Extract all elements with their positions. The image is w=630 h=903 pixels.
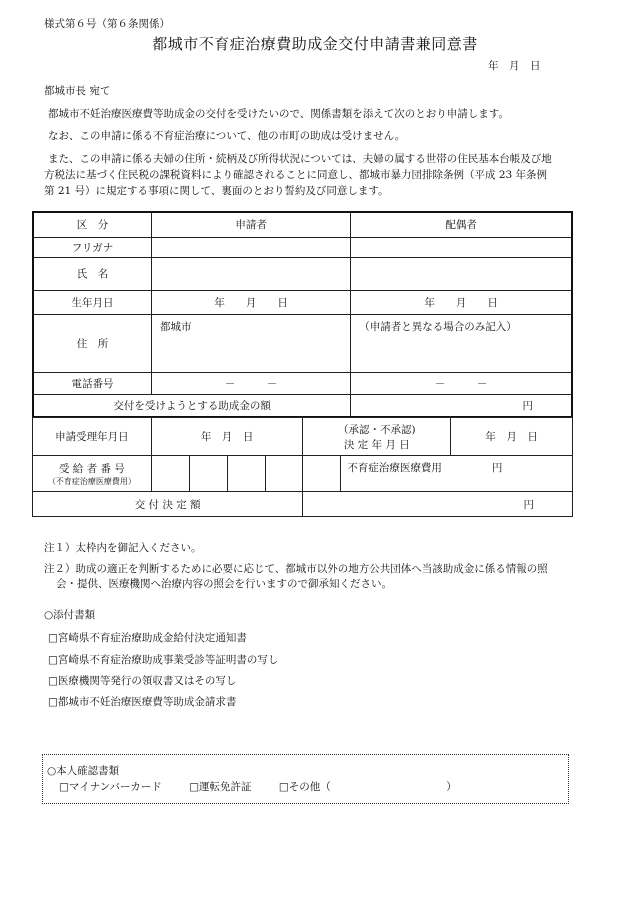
paragraph-3-line-2: 方税法に基づく住民税の課税資料により確認されることに同意し、都城市暴力団排除条例（平成 23 年条例: [44, 169, 548, 181]
note-2-line-2: 会・提供、医療機関へ治療内容の照会を行いますので御承知ください。: [56, 578, 392, 590]
paragraph-1: 都城市不妊治療医療費等助成金の交付を受けたいので、関係書類を添えて次のとおり申請します。: [48, 108, 509, 120]
note-2-line-1: 注２）助成の適正を判断するために必要に応じて、都城市以外の地方公共団体へ当該助成金に係る情報の照: [44, 563, 548, 575]
document-title: 都城市不育症治療費助成金交付申請書兼同意書: [152, 35, 478, 53]
fee-yen: 円: [491, 462, 503, 474]
label-receipt-date: 申請受理年月日: [33, 418, 152, 456]
label-furigana: フリガナ: [33, 237, 152, 257]
applicant-name-field[interactable]: [152, 257, 351, 290]
fee-label: 不育症治療医療費用: [347, 462, 442, 474]
requested-amount-field[interactable]: 円: [351, 394, 572, 417]
label-address: 住 所: [33, 314, 152, 372]
attachment-item[interactable]: □医療機関等発行の領収書又はその写し: [48, 675, 237, 687]
date-line: 年 月 日: [488, 60, 541, 72]
attachment-item[interactable]: □都城市不妊治療医療費等助成金請求書: [48, 696, 237, 708]
paragraph-3-line-3: 第 21 号）に規定する事項に関して、裏面のとおり誓約及び同意します。: [44, 185, 389, 197]
recipient-digit-4: [265, 456, 303, 492]
checkbox-my-number-card[interactable]: □マイナンバーカード: [59, 781, 162, 793]
recipient-digit-2: [189, 456, 227, 492]
paragraph-3-line-1: また、この申請に係る夫婦の住所・続柄及び所得状況については、夫婦の属する世帯の住民基本台帳及び地: [48, 153, 552, 165]
applicant-furigana-field[interactable]: [152, 237, 351, 257]
label-approval-decision-date: [303, 418, 451, 456]
addressee: 都城市長 宛て: [44, 85, 111, 97]
applicant-address-field[interactable]: 都城市: [152, 314, 351, 372]
application-table: [32, 211, 573, 418]
label-birth-date: 生年月日: [33, 290, 152, 314]
note-1: 注１）太枠内を御記入ください。: [44, 542, 202, 554]
label-recipient-number: [33, 456, 152, 492]
attachments-title: ○添付書類: [44, 609, 96, 621]
approval-label-line-2: 決 定 年 月 日: [343, 438, 410, 451]
checkbox-drivers-license[interactable]: □運転免許証: [189, 781, 252, 793]
attachment-item[interactable]: □宮崎県不育症治療助成事業受診等証明書の写し: [48, 654, 279, 666]
checkbox-other[interactable]: □その他（ ）: [278, 781, 457, 793]
receipt-date-field: 年 月 日: [151, 418, 303, 456]
identity-documents-box: [42, 754, 569, 804]
decision-amount-field: 円: [303, 492, 573, 517]
label-decision-amount: 交 付 決 定 額: [33, 492, 303, 517]
recipient-digit-1: [151, 456, 189, 492]
spouse-name-field[interactable]: [351, 257, 572, 290]
paragraph-2: なお、この申請に係る不育症治療について、他の市町の助成は受けません。: [48, 130, 406, 142]
spouse-furigana-field[interactable]: [351, 237, 572, 257]
spouse-address-field[interactable]: （申請者と異なる場合のみ記入）: [351, 314, 572, 372]
approval-label-line-1: （承認・不承認): [338, 423, 416, 436]
header-applicant: 申請者: [152, 212, 351, 237]
identity-title: ○本人確認書類: [47, 765, 120, 777]
form-number: 様式第６号（第６条関係）: [44, 18, 170, 30]
attachment-item[interactable]: □宮崎県不育症治療助成金給付決定通知書: [48, 632, 247, 644]
header-category: 区 分: [33, 212, 152, 237]
recipient-digit-5: [303, 456, 341, 492]
recipient-number-label-sub: （不育症治療医療費用）: [47, 476, 136, 486]
header-spouse: 配偶者: [351, 212, 572, 237]
fee-cell: [341, 456, 573, 492]
spouse-phone-field[interactable]: － －: [351, 372, 572, 394]
spouse-birth-field[interactable]: 年 月 日: [351, 290, 572, 314]
label-name: 氏 名: [33, 257, 152, 290]
decision-date-field: 年 月 日: [451, 418, 573, 456]
recipient-number-label-main: 受 給 者 番 号: [58, 462, 125, 475]
applicant-birth-field[interactable]: 年 月 日: [152, 290, 351, 314]
applicant-phone-field[interactable]: － －: [152, 372, 351, 394]
label-phone: 電話番号: [33, 372, 152, 394]
recipient-digit-3: [227, 456, 265, 492]
office-use-table: [32, 417, 573, 517]
label-requested-amount: 交付を受けようとする助成金の額: [33, 394, 351, 417]
